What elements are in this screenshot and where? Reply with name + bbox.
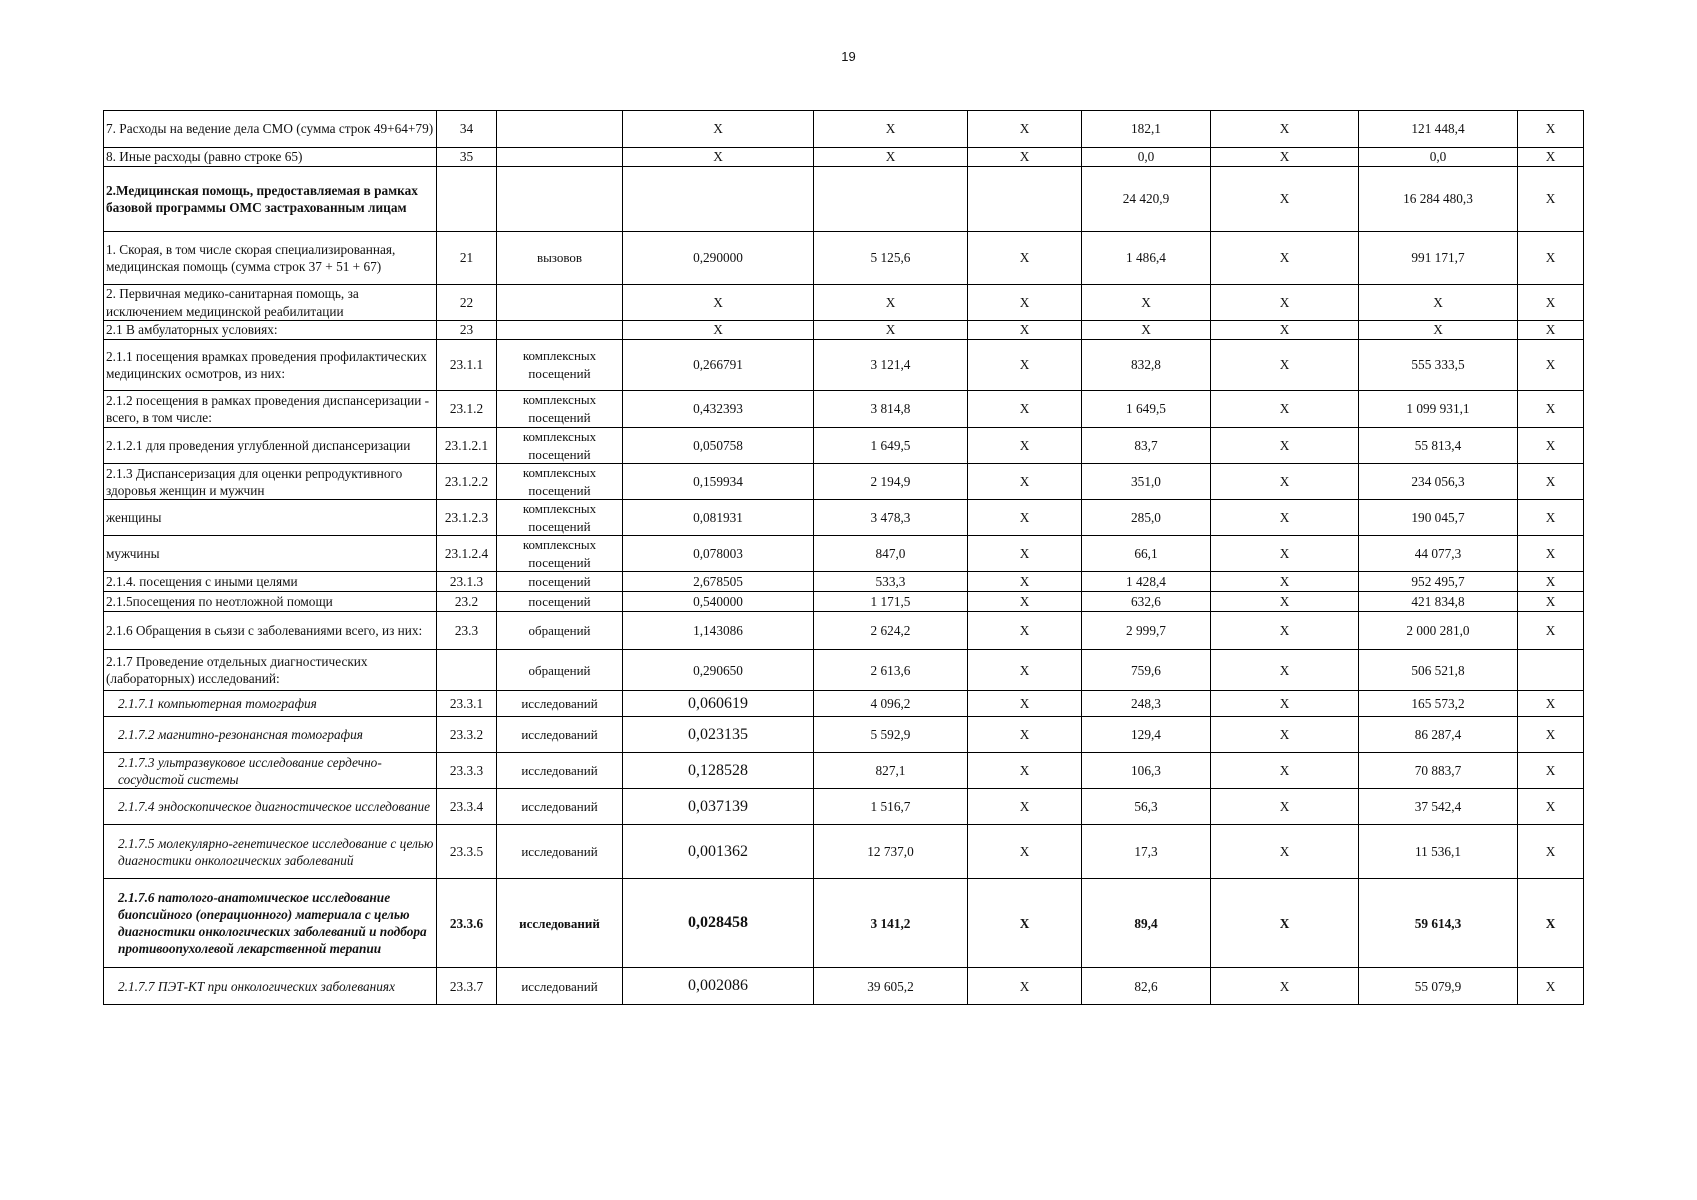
per-capita-budget-cell: X [968, 148, 1082, 167]
volume-norm-cell: 0,002086 [623, 968, 814, 1005]
unit-cell: обращений [497, 612, 623, 650]
volume-norm-cell: X [623, 111, 814, 148]
cost-per-unit-cell: 3 141,2 [814, 879, 968, 968]
volume-norm-cell: 1,143086 [623, 612, 814, 650]
per-capita-oms-cell: 83,7 [1082, 428, 1211, 464]
amount-oms-cell: 44 077,3 [1359, 536, 1518, 572]
per-capita-oms-cell: 182,1 [1082, 111, 1211, 148]
table-row [104, 321, 1584, 340]
per-capita-budget-cell: X [968, 789, 1082, 825]
amount-oms-cell: 190 045,7 [1359, 500, 1518, 536]
unit-cell: комплексных посещений [497, 500, 623, 536]
percent-cell: X [1518, 789, 1584, 825]
row-label-cell: 2.Медицинская помощь, предоставляемая в рамках базовой программы ОМС застрахованным лицам [104, 167, 437, 232]
unit-cell [497, 148, 623, 167]
volume-norm-cell: 0,128528 [623, 753, 814, 789]
cost-per-unit-cell: 533,3 [814, 572, 968, 592]
volume-norm-cell: 0,266791 [623, 340, 814, 391]
amount-budget-cell: X [1211, 321, 1359, 340]
table-row [104, 691, 1584, 717]
amount-oms-cell: 952 495,7 [1359, 572, 1518, 592]
per-capita-oms-cell: 1 486,4 [1082, 232, 1211, 285]
percent-cell: X [1518, 500, 1584, 536]
per-capita-budget-cell: X [968, 968, 1082, 1005]
amount-oms-cell: X [1359, 285, 1518, 321]
per-capita-budget-cell: X [968, 572, 1082, 592]
per-capita-oms-cell: X [1082, 285, 1211, 321]
per-capita-oms-cell: 66,1 [1082, 536, 1211, 572]
row-number-cell: 34 [437, 111, 497, 148]
amount-budget-cell: X [1211, 825, 1359, 879]
row-number-cell [437, 167, 497, 232]
amount-budget-cell: X [1211, 572, 1359, 592]
amount-oms-cell: 59 614,3 [1359, 879, 1518, 968]
amount-oms-cell: 2 000 281,0 [1359, 612, 1518, 650]
per-capita-oms-cell: 0,0 [1082, 148, 1211, 167]
row-label-cell: 2.1.7 Проведение отдельных диагностических (лабораторных) исследований: [104, 650, 437, 691]
row-label-cell: 2.1 В амбулаторных условиях: [104, 321, 437, 340]
per-capita-budget-cell: X [968, 650, 1082, 691]
row-number-cell: 23.1.2.3 [437, 500, 497, 536]
row-number-cell: 23.1.3 [437, 572, 497, 592]
percent-cell: X [1518, 753, 1584, 789]
percent-cell: X [1518, 428, 1584, 464]
amount-oms-cell: 165 573,2 [1359, 691, 1518, 717]
cost-per-unit-cell: 39 605,2 [814, 968, 968, 1005]
unit-cell: обращений [497, 650, 623, 691]
amount-budget-cell: X [1211, 111, 1359, 148]
percent-cell: X [1518, 717, 1584, 753]
per-capita-oms-cell: X [1082, 321, 1211, 340]
unit-cell: комплексных посещений [497, 340, 623, 391]
amount-budget-cell: X [1211, 592, 1359, 612]
table-row [104, 753, 1584, 789]
row-label-cell: 1. Скорая, в том числе скорая специализированная, медицинская помощь (сумма строк 37 + 51 + 67) [104, 232, 437, 285]
cost-per-unit-cell: 847,0 [814, 536, 968, 572]
volume-norm-cell: 0,028458 [623, 879, 814, 968]
unit-cell: комплексных посещений [497, 464, 623, 500]
row-number-cell [437, 650, 497, 691]
cost-per-unit-cell: 3 121,4 [814, 340, 968, 391]
per-capita-oms-cell: 24 420,9 [1082, 167, 1211, 232]
row-number-cell: 22 [437, 285, 497, 321]
unit-cell: посещений [497, 592, 623, 612]
unit-cell: исследований [497, 717, 623, 753]
table-row [104, 232, 1584, 285]
row-number-cell: 21 [437, 232, 497, 285]
amount-oms-cell: 86 287,4 [1359, 717, 1518, 753]
amount-budget-cell: X [1211, 650, 1359, 691]
amount-budget-cell: X [1211, 753, 1359, 789]
amount-budget-cell: X [1211, 879, 1359, 968]
amount-oms-cell: 55 813,4 [1359, 428, 1518, 464]
unit-cell [497, 321, 623, 340]
row-number-cell: 23.1.2 [437, 391, 497, 428]
data-table [103, 110, 1584, 1005]
per-capita-oms-cell: 351,0 [1082, 464, 1211, 500]
row-label-cell: 7. Расходы на ведение дела СМО (сумма строк 49+64+79) [104, 111, 437, 148]
row-label-cell: 2.1.3 Диспансеризация для оценки репродуктивного здоровья женщин и мужчин [104, 464, 437, 500]
amount-oms-cell: 506 521,8 [1359, 650, 1518, 691]
cost-per-unit-cell: 3 478,3 [814, 500, 968, 536]
per-capita-budget-cell: X [968, 321, 1082, 340]
row-number-cell: 23.1.2.4 [437, 536, 497, 572]
amount-budget-cell: X [1211, 612, 1359, 650]
amount-oms-cell: X [1359, 321, 1518, 340]
table-row [104, 572, 1584, 592]
percent-cell: X [1518, 464, 1584, 500]
cost-per-unit-cell: 1 516,7 [814, 789, 968, 825]
unit-cell: исследований [497, 789, 623, 825]
volume-norm-cell: 0,540000 [623, 592, 814, 612]
per-capita-budget-cell: X [968, 612, 1082, 650]
amount-oms-cell: 16 284 480,3 [1359, 167, 1518, 232]
row-number-cell: 23.3 [437, 612, 497, 650]
per-capita-oms-cell: 285,0 [1082, 500, 1211, 536]
unit-cell: комплексных посещений [497, 428, 623, 464]
unit-cell: вызовов [497, 232, 623, 285]
unit-cell: посещений [497, 572, 623, 592]
per-capita-oms-cell: 89,4 [1082, 879, 1211, 968]
volume-norm-cell: 0,050758 [623, 428, 814, 464]
table-row [104, 500, 1584, 536]
table-row [104, 464, 1584, 500]
unit-cell: исследований [497, 968, 623, 1005]
amount-oms-cell: 991 171,7 [1359, 232, 1518, 285]
per-capita-oms-cell: 17,3 [1082, 825, 1211, 879]
row-label-cell: 2.1.7.1 компьютерная томография [104, 691, 437, 717]
row-label-cell: 2.1.2 посещения в рамках проведения диспансеризации - всего, в том числе: [104, 391, 437, 428]
row-number-cell: 23.1.2.1 [437, 428, 497, 464]
per-capita-budget-cell: X [968, 285, 1082, 321]
unit-cell: комплексных посещений [497, 391, 623, 428]
cost-per-unit-cell: 1 171,5 [814, 592, 968, 612]
amount-budget-cell: X [1211, 464, 1359, 500]
cost-per-unit-cell: 5 125,6 [814, 232, 968, 285]
amount-oms-cell: 1 099 931,1 [1359, 391, 1518, 428]
amount-oms-cell: 121 448,4 [1359, 111, 1518, 148]
per-capita-budget-cell: X [968, 879, 1082, 968]
percent-cell: X [1518, 321, 1584, 340]
page-number: 19 [841, 49, 856, 64]
per-capita-oms-cell: 56,3 [1082, 789, 1211, 825]
row-label-cell: 2.1.7.3 ультразвуковое исследование сердечно-сосудистой системы [104, 753, 437, 789]
unit-cell [497, 167, 623, 232]
per-capita-budget-cell [968, 167, 1082, 232]
percent-cell [1518, 650, 1584, 691]
per-capita-oms-cell: 2 999,7 [1082, 612, 1211, 650]
per-capita-budget-cell: X [968, 592, 1082, 612]
cost-per-unit-cell: 12 737,0 [814, 825, 968, 879]
table-row [104, 825, 1584, 879]
table-row [104, 167, 1584, 232]
row-number-cell: 23.3.4 [437, 789, 497, 825]
amount-budget-cell: X [1211, 285, 1359, 321]
cost-per-unit-cell: X [814, 321, 968, 340]
amount-budget-cell: X [1211, 148, 1359, 167]
unit-cell: исследований [497, 825, 623, 879]
amount-oms-cell: 11 536,1 [1359, 825, 1518, 879]
percent-cell: X [1518, 825, 1584, 879]
percent-cell: X [1518, 536, 1584, 572]
amount-oms-cell: 0,0 [1359, 148, 1518, 167]
amount-budget-cell: X [1211, 789, 1359, 825]
row-number-cell: 23.3.5 [437, 825, 497, 879]
cost-per-unit-cell: 1 649,5 [814, 428, 968, 464]
per-capita-budget-cell: X [968, 464, 1082, 500]
unit-cell: комплексных посещений [497, 536, 623, 572]
row-number-cell: 23.1.2.2 [437, 464, 497, 500]
row-number-cell: 23.1.1 [437, 340, 497, 391]
table-row [104, 391, 1584, 428]
cost-per-unit-cell: X [814, 285, 968, 321]
volume-norm-cell: 0,290000 [623, 232, 814, 285]
volume-norm-cell: X [623, 148, 814, 167]
per-capita-oms-cell: 632,6 [1082, 592, 1211, 612]
row-label-cell: 2.1.7.7 ПЭТ-КТ при онкологических заболеваниях [104, 968, 437, 1005]
cost-per-unit-cell: X [814, 148, 968, 167]
per-capita-budget-cell: X [968, 428, 1082, 464]
volume-norm-cell: 0,037139 [623, 789, 814, 825]
per-capita-oms-cell: 759,6 [1082, 650, 1211, 691]
volume-norm-cell: 0,290650 [623, 650, 814, 691]
amount-budget-cell: X [1211, 428, 1359, 464]
volume-norm-cell: X [623, 285, 814, 321]
row-label-cell: 2.1.7.6 патолого-анатомическое исследование биопсийного (операционного) материала с целью диагностики онкологических заболеваний и подбора противоопухолевой лекарственной терапии [104, 879, 437, 968]
per-capita-oms-cell: 129,4 [1082, 717, 1211, 753]
percent-cell: X [1518, 968, 1584, 1005]
amount-budget-cell: X [1211, 500, 1359, 536]
amount-budget-cell: X [1211, 391, 1359, 428]
volume-norm-cell [623, 167, 814, 232]
row-label-cell: женщины [104, 500, 437, 536]
per-capita-budget-cell: X [968, 691, 1082, 717]
amount-oms-cell: 37 542,4 [1359, 789, 1518, 825]
cost-per-unit-cell: 4 096,2 [814, 691, 968, 717]
table-row [104, 879, 1584, 968]
volume-norm-cell: 0,023135 [623, 717, 814, 753]
cost-per-unit-cell [814, 167, 968, 232]
amount-budget-cell: X [1211, 968, 1359, 1005]
percent-cell: X [1518, 592, 1584, 612]
row-number-cell: 23.3.1 [437, 691, 497, 717]
percent-cell: X [1518, 879, 1584, 968]
percent-cell: X [1518, 612, 1584, 650]
percent-cell: X [1518, 391, 1584, 428]
per-capita-budget-cell: X [968, 825, 1082, 879]
table-row [104, 428, 1584, 464]
per-capita-oms-cell: 248,3 [1082, 691, 1211, 717]
percent-cell: X [1518, 167, 1584, 232]
amount-budget-cell: X [1211, 536, 1359, 572]
row-label-cell: 2.1.7.2 магнитно-резонансная томография [104, 717, 437, 753]
row-label-cell: 2.1.6 Обращения в сьязи с заболеваниями всего, из них: [104, 612, 437, 650]
table-row [104, 148, 1584, 167]
volume-norm-cell: X [623, 321, 814, 340]
per-capita-oms-cell: 82,6 [1082, 968, 1211, 1005]
row-label-cell: 2.1.7.4 эндоскопическое диагностическое исследование [104, 789, 437, 825]
table-row [104, 789, 1584, 825]
percent-cell: X [1518, 340, 1584, 391]
amount-oms-cell: 421 834,8 [1359, 592, 1518, 612]
per-capita-budget-cell: X [968, 391, 1082, 428]
per-capita-budget-cell: X [968, 232, 1082, 285]
row-number-cell: 23.3.2 [437, 717, 497, 753]
row-label-cell: 2.1.4. посещения с иными целями [104, 572, 437, 592]
volume-norm-cell: 0,159934 [623, 464, 814, 500]
unit-cell: исследований [497, 753, 623, 789]
volume-norm-cell: 0,081931 [623, 500, 814, 536]
cost-per-unit-cell: 2 624,2 [814, 612, 968, 650]
cost-per-unit-cell: 2 613,6 [814, 650, 968, 691]
row-label-cell: 2. Первичная медико-санитарная помощь, за исключением медицинской реабилитации [104, 285, 437, 321]
per-capita-oms-cell: 106,3 [1082, 753, 1211, 789]
per-capita-budget-cell: X [968, 753, 1082, 789]
row-label-cell: 2.1.5посещения по неотложной помощи [104, 592, 437, 612]
unit-cell: исследований [497, 691, 623, 717]
percent-cell: X [1518, 111, 1584, 148]
volume-norm-cell: 0,432393 [623, 391, 814, 428]
table-row [104, 717, 1584, 753]
amount-oms-cell: 234 056,3 [1359, 464, 1518, 500]
row-number-cell: 23.3.3 [437, 753, 497, 789]
cost-per-unit-cell: X [814, 111, 968, 148]
table-row [104, 592, 1584, 612]
percent-cell: X [1518, 232, 1584, 285]
volume-norm-cell: 2,678505 [623, 572, 814, 592]
volume-norm-cell: 0,001362 [623, 825, 814, 879]
row-label-cell: 8. Иные расходы (равно строке 65) [104, 148, 437, 167]
row-number-cell: 23 [437, 321, 497, 340]
amount-oms-cell: 555 333,5 [1359, 340, 1518, 391]
per-capita-budget-cell: X [968, 536, 1082, 572]
per-capita-oms-cell: 1 428,4 [1082, 572, 1211, 592]
row-number-cell: 35 [437, 148, 497, 167]
row-number-cell: 23.3.7 [437, 968, 497, 1005]
volume-norm-cell: 0,060619 [623, 691, 814, 717]
row-number-cell: 23.2 [437, 592, 497, 612]
percent-cell: X [1518, 148, 1584, 167]
amount-oms-cell: 70 883,7 [1359, 753, 1518, 789]
per-capita-budget-cell: X [968, 717, 1082, 753]
amount-oms-cell: 55 079,9 [1359, 968, 1518, 1005]
percent-cell: X [1518, 691, 1584, 717]
amount-budget-cell: X [1211, 691, 1359, 717]
table-row [104, 536, 1584, 572]
percent-cell: X [1518, 285, 1584, 321]
cost-per-unit-cell: 2 194,9 [814, 464, 968, 500]
table-row [104, 968, 1584, 1005]
cost-per-unit-cell: 3 814,8 [814, 391, 968, 428]
cost-per-unit-cell: 5 592,9 [814, 717, 968, 753]
table-row [104, 650, 1584, 691]
unit-cell: исследований [497, 879, 623, 968]
amount-budget-cell: X [1211, 340, 1359, 391]
row-label-cell: мужчины [104, 536, 437, 572]
per-capita-budget-cell: X [968, 500, 1082, 536]
row-label-cell: 2.1.2.1 для проведения углубленной диспансеризации [104, 428, 437, 464]
table-row [104, 111, 1584, 148]
amount-budget-cell: X [1211, 232, 1359, 285]
row-number-cell: 23.3.6 [437, 879, 497, 968]
table-row [104, 340, 1584, 391]
row-label-cell: 2.1.1 посещения врамках проведения профилактических медицинских осмотров, из них: [104, 340, 437, 391]
unit-cell [497, 285, 623, 321]
unit-cell [497, 111, 623, 148]
amount-budget-cell: X [1211, 717, 1359, 753]
per-capita-oms-cell: 832,8 [1082, 340, 1211, 391]
table-row [104, 285, 1584, 321]
percent-cell: X [1518, 572, 1584, 592]
volume-norm-cell: 0,078003 [623, 536, 814, 572]
per-capita-budget-cell: X [968, 340, 1082, 391]
per-capita-budget-cell: X [968, 111, 1082, 148]
row-label-cell: 2.1.7.5 молекулярно-генетическое исследование с целью диагностики онкологических заболеваний [104, 825, 437, 879]
table-row [104, 612, 1584, 650]
per-capita-oms-cell: 1 649,5 [1082, 391, 1211, 428]
cost-per-unit-cell: 827,1 [814, 753, 968, 789]
amount-budget-cell: X [1211, 167, 1359, 232]
